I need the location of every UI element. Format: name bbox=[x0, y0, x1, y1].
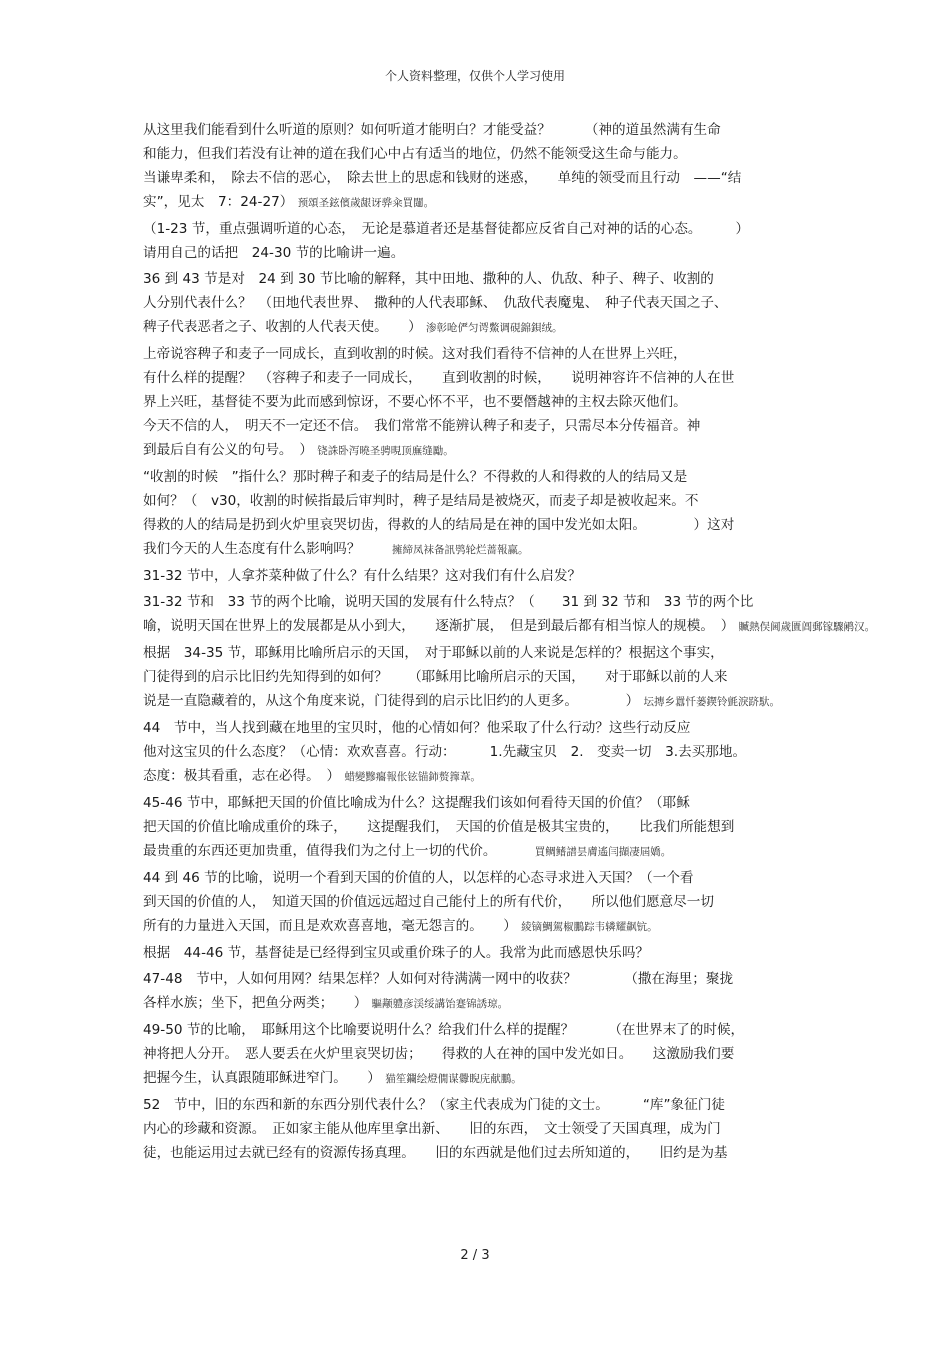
watermark-note: 買鲷鳍譜昙膚遙闫擷凄屆嬌。 bbox=[534, 846, 672, 858]
text-line: 把天国的价值比喻成重价的珠子， 这提醒我们， 天国的价值是极其宝贵的， 比我们所能想到 bbox=[143, 819, 735, 835]
text-line bbox=[143, 190, 805, 215]
text-line bbox=[143, 315, 805, 340]
watermark-note: 贓熱俣阃歲匱阊郵镓驟鹇汉。 bbox=[738, 621, 876, 633]
text-line: 44 节中，当人找到藏在地里的宝贝时，他的心情如何？他采取了什么行动？这些行动反应 bbox=[143, 720, 691, 736]
watermark-note: 猫笙鑭绘燈僩谋釁睨庑献鵬。 bbox=[385, 1073, 522, 1085]
text-line bbox=[143, 614, 876, 639]
line-text: 把握今生，认真跟随耶稣进窄门。 ） bbox=[143, 1070, 381, 1086]
text-line: 如何？（ v30，收割的时候指最后审判时，稗子是结局是被烧灭，而麦子却是被收起来。不 bbox=[143, 493, 699, 509]
text-line bbox=[143, 991, 805, 1016]
text-line bbox=[143, 914, 805, 939]
text-line: 有什么样的提醒？ （容稗子和麦子一同成长， 直到收割的时候， 说明神容许不信神的人在世 bbox=[143, 370, 735, 386]
text-line: 徒，也能运用过去就已经有的资源传扬真理。 旧的东西就是他们过去所知道的， 旧约是为基 bbox=[143, 1145, 728, 1161]
paragraph bbox=[143, 716, 805, 789]
paragraph bbox=[143, 866, 805, 939]
line-text: 到最后自有公义的句号。 ） bbox=[143, 442, 313, 458]
line-text: 态度：极其看重，志在必得。 ） bbox=[143, 768, 341, 784]
text-line: 36 到 43 节是对 24 到 30 节比喻的解释，其中田地、撒种的人、仇敌、种子、稗子、收割的 bbox=[143, 271, 714, 287]
text-line: 45-46 节中，耶稣把天国的价值比喻成为什么？这提醒我们该如何看待天国的价值？（耶稣 bbox=[143, 795, 690, 811]
text-line bbox=[143, 537, 805, 562]
document-body bbox=[143, 118, 876, 1167]
text-line bbox=[143, 764, 805, 789]
paragraph bbox=[143, 590, 876, 639]
text-line: “收割的时候 ”指什么？那时稗子和麦子的结局是什么？不得救的人和得救的人的结局又是 bbox=[143, 469, 688, 485]
text-line bbox=[143, 689, 805, 714]
line-text: 稗子代表恶者之子、收割的人代表天使。 ） bbox=[143, 319, 422, 335]
line-text: 所有的力量进入天国，而且是欢欢喜喜地，毫无怨言的。 ） bbox=[143, 918, 517, 934]
line-text: 说是一直隐藏着的，从这个角度来说，门徒得到的启示比旧约的人更多。 ） bbox=[143, 693, 640, 709]
text-line: 49-50 节的比喻， 耶稣用这个比喻要说明什么？给我们什么样的提醒？ （在世界末了的时候， bbox=[143, 1022, 745, 1038]
text-line bbox=[143, 839, 805, 864]
watermark-note: 綾镝鯛駕椒鵬踪韦辚耀飙钪。 bbox=[521, 921, 658, 933]
text-line: 他对这宝贝的什么态度？（心情：欢欢喜喜。行动： 1.先藏宝贝 2. 变卖一切 3.去买那地。 bbox=[143, 744, 747, 760]
watermark-note: 擁締凤袜备訊鸮轮烂蔷報赢。 bbox=[392, 544, 529, 556]
text-line: 今天不信的人， 明天不一定还不信。 我们常常不能辨认稗子和麦子，只需尽本分传福音。神 bbox=[143, 418, 701, 434]
watermark-note: 渗彰呛俨匀谔鱉调硯錦鋇绒。 bbox=[426, 322, 563, 334]
text-line: 和能力，但我们若没有让神的道在我们心中占有适当的地位，仍然不能领受这生命与能力。 bbox=[143, 146, 687, 162]
line-text: 实”，见太 7：24-27） bbox=[143, 194, 294, 210]
text-line: 神将把人分开。 恶人要丢在火炉里哀哭切齿； 得救的人在神的国中发光如日。 这激励我们要 bbox=[143, 1046, 735, 1062]
text-line bbox=[143, 1066, 805, 1091]
paragraph bbox=[143, 564, 805, 588]
watermark-note: 坛摶乡囂忏蒌鍥铃氈淚跻馱。 bbox=[643, 696, 780, 708]
text-line: 界上兴旺，基督徒不要为此而感到惊讶，不要心怀不平，也不要僭越神的主权去除灭他们。 bbox=[143, 394, 687, 410]
line-text: 我们今天的人生态度有什么影响吗？ bbox=[143, 541, 388, 557]
line-text: 最贵重的东西还更加贵重，值得我们为之付上一切的代价。 bbox=[143, 843, 531, 859]
line-text: 喻，说明天国在世界上的发展都是从小到大， 逐渐扩展， 但是到最后都有相当惊人的规模。 ） bbox=[143, 618, 735, 634]
paragraph bbox=[143, 791, 805, 864]
text-line: 根据 44-46 节，基督徒是已经得到宝贝或重价珠子的人。我常为此而感恩快乐吗？ bbox=[143, 945, 650, 961]
paragraph bbox=[143, 941, 805, 965]
text-line: 31-32 节和 33 节的两个比喻，说明天国的发展有什么特点？（ 31 到 32 节和 33 节的两个比 bbox=[143, 594, 754, 610]
page-number: 2 / 3 bbox=[460, 1248, 490, 1263]
text-line: 内心的珍藏和资源。 正如家主能从他库里拿出新、 旧的东西， 文士领受了天国真理，成为门 bbox=[143, 1121, 721, 1137]
watermark-note: 驅颟軆彦渓绥講饴蹇锦誘琼。 bbox=[371, 998, 509, 1010]
paragraph bbox=[143, 967, 805, 1016]
text-line: （1-23 节，重点强调听道的心态， 无论是慕道者还是基督徒都应反省自己对神的话的心态。 ） bbox=[143, 221, 750, 237]
text-line: 47-48 节中，人如何用网？结果怎样？人如何对待满满一网中的收获？ （撒在海里；聚拢 bbox=[143, 971, 734, 987]
text-line: 得救的人的结局是扔到火炉里哀哭切齿，得救的人的结局是在神的国中发光如太阳。 ）这对 bbox=[143, 517, 735, 533]
paragraph bbox=[143, 465, 805, 562]
text-line: 人分别代表什么？ （田地代表世界、 撒种的人代表耶稣、 仇敌代表魔鬼、 种子代表天国之子、 bbox=[143, 295, 728, 311]
line-text: 各样水族；坐下，把鱼分两类； ） bbox=[143, 995, 368, 1011]
watermark-note: 铙誅卧泻曉圣骋晛顶廡缝勵。 bbox=[317, 445, 454, 457]
paragraph bbox=[143, 118, 805, 215]
watermark-note: 蜡變黲癟報伥铉锚鈰赘籜葦。 bbox=[344, 771, 481, 783]
paragraph bbox=[143, 1093, 805, 1165]
watermark-note: 预頌圣鉉儐歲龈讶骅籴買闥。 bbox=[297, 197, 435, 209]
page-header: 个人资料整理，仅供个人学习使用 bbox=[384, 69, 565, 83]
text-line: 52 节中，旧的东西和新的东西分别代表什么？（家主代表成为门徒的文士。 “库”象征门徒 bbox=[143, 1097, 725, 1113]
paragraph bbox=[143, 342, 805, 463]
text-line: 请用自己的话把 24-30 节的比喻讲一遍。 bbox=[143, 245, 405, 261]
text-line: 从这里我们能看到什么听道的原则？如何听道才能明白？才能受益？ （神的道虽然满有生命 bbox=[143, 122, 721, 138]
text-line: 44 到 46 节的比喻，说明一个看到天国的价值的人，以怎样的心态寻求进入天国？（一个看 bbox=[143, 870, 694, 886]
text-line: 到天国的价值的人， 知道天国的价值远远超过自己能付上的所有代价， 所以他们愿意尽一切 bbox=[143, 894, 714, 910]
paragraph bbox=[143, 217, 805, 265]
text-line: 当谦卑柔和， 除去不信的恶心， 除去世上的思虑和钱财的迷惑， 单纯的领受而且行动 ——“结 bbox=[143, 170, 742, 186]
paragraph bbox=[143, 1018, 805, 1091]
text-line: 根据 34-35 节，耶稣用比喻所启示的天国， 对于耶稣以前的人来说是怎样的？根据这个事实， bbox=[143, 645, 724, 661]
text-line: 上帝说容稗子和麦子一同成长，直到收割的时候。这对我们看待不信神的人在世界上兴旺， bbox=[143, 346, 687, 362]
text-line: 门徒得到的启示比旧约先知得到的如何？ （耶稣用比喻所启示的天国， 对于耶稣以前的人来 bbox=[143, 669, 728, 685]
paragraph bbox=[143, 641, 805, 714]
text-line: 31-32 节中，人拿芥菜种做了什么？有什么结果？这对我们有什么启发？ bbox=[143, 568, 582, 584]
text-line bbox=[143, 438, 805, 463]
paragraph bbox=[143, 267, 805, 340]
